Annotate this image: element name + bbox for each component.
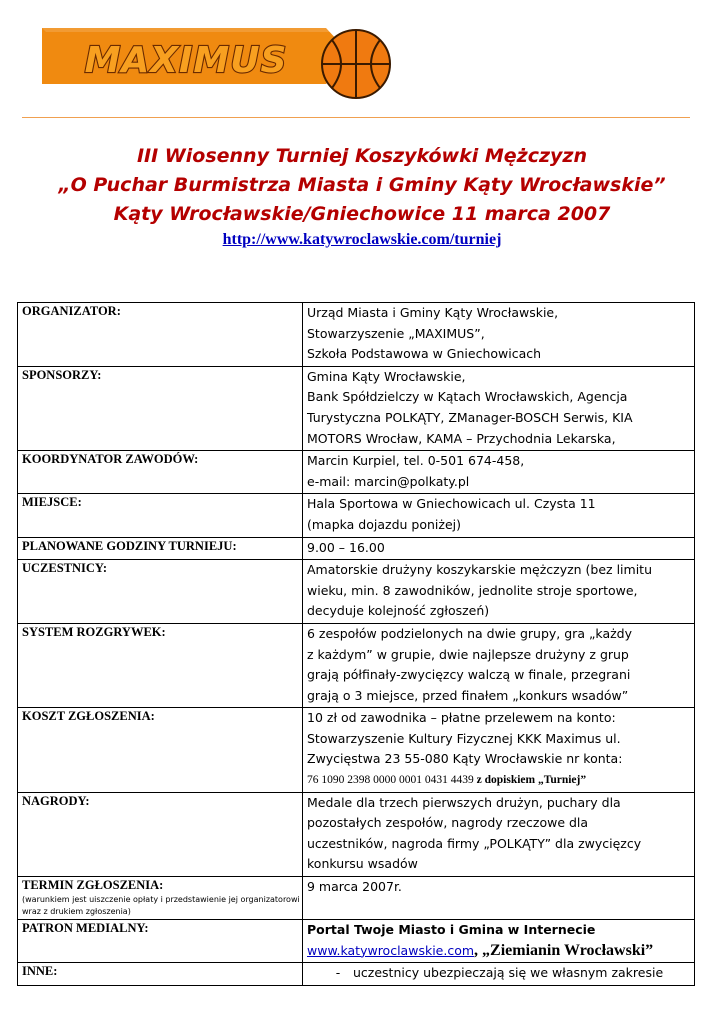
row-label: NAGRODY: — [18, 792, 303, 876]
title-block — [0, 142, 724, 251]
bullet-dash: - — [335, 965, 341, 981]
value-line: pozostałych zespołów, nagrody rzeczowe dla — [307, 815, 589, 831]
row-label: ORGANIZATOR: — [18, 303, 303, 367]
value-line: Stowarzyszenie Kultury Fizycznej KKK Maximus ul. — [307, 730, 621, 746]
row-value — [303, 537, 695, 560]
table-row — [18, 877, 695, 920]
value-line: Urząd Miasta i Gminy Kąty Wrocławskie, — [307, 305, 559, 320]
value-line: Amatorskie drużyny koszykarskie mężczyzn (bez limitu — [307, 562, 653, 578]
value-line: uczestnicy ubezpieczają się we własnym zakresie — [353, 965, 664, 981]
row-label: KOSZT ZGŁOSZENIA: — [18, 708, 303, 792]
row-label: INNE: — [18, 963, 303, 986]
table-row — [18, 792, 695, 876]
media-patron-rest: , „Ziemianin Wrocławski” — [474, 941, 654, 959]
value-line: Stowarzyszenie „MAXIMUS”, — [307, 325, 485, 341]
bank-account-note: z dopiskiem „Turniej” — [476, 774, 587, 787]
table-row — [18, 537, 695, 560]
row-value — [303, 877, 695, 920]
value-line: grają półfinały-zwycięzcy walczą w finale, przegrani — [307, 667, 631, 683]
table-row — [18, 303, 695, 367]
row-value — [303, 560, 695, 624]
row-label: SYSTEM ROZGRYWEK: — [18, 623, 303, 707]
table-row — [18, 708, 695, 792]
table-row — [18, 963, 695, 986]
header-divider — [22, 117, 690, 118]
table-row — [18, 623, 695, 707]
row-label: KOORDYNATOR ZAWODÓW: — [18, 451, 303, 494]
value-line: decyduje kolejność zgłoszeń) — [307, 603, 490, 619]
value-line: uczestników, nagroda firmy „POLKĄTY” dla zwycięzcy — [307, 835, 642, 851]
logo-text: MAXIMUS — [84, 40, 288, 81]
value-line: Szkoła Podstawowa w Gniechowicach — [307, 346, 542, 362]
maximus-logo — [40, 22, 392, 106]
value-line: Turystyczna POLKĄTY, ZManager-BOSCH Serwis, KIA — [307, 409, 633, 425]
value-line: wieku, min. 8 zawodników, jednolite stroje sportowe, — [307, 582, 638, 598]
row-value — [303, 494, 695, 537]
table-row — [18, 451, 695, 494]
title-line-2: „O Puchar Burmistrza Miasta i Gminy Kąty Wrocławskie” — [58, 174, 666, 196]
value-line: z każdym” w grupie, dwie najlepsze drużyny z grup — [307, 646, 629, 662]
row-label: TERMIN ZGŁOSZENIA: — [22, 878, 164, 893]
tournament-info-table — [17, 302, 695, 986]
value-line: 9.00 – 16.00 — [307, 539, 385, 555]
row-label: MIEJSCE: — [18, 494, 303, 537]
media-patron-name: Portal Twoje Miasto i Gmina w Internecie — [307, 922, 596, 938]
bank-account-line — [307, 770, 694, 791]
tournament-url-link[interactable]: http://www.katywroclawskie.com/turniej — [222, 231, 502, 248]
row-label: SPONSORZY: — [18, 366, 303, 450]
row-value — [303, 303, 695, 367]
table-row — [18, 920, 695, 963]
media-patron-link[interactable]: www.katywroclawskie.com — [307, 942, 475, 958]
value-line: 10 zł od zawodnika – płatne przelewem na konto: — [307, 710, 616, 726]
row-value — [303, 366, 695, 450]
row-value — [303, 451, 695, 494]
value-line: e-mail: marcin@polkaty.pl — [307, 473, 470, 489]
row-value — [303, 920, 695, 963]
value-line: MOTORS Wrocław, KAMA – Przychodnia Lekarska, — [307, 430, 616, 446]
value-line: Hala Sportowa w Gniechowicach ul. Czysta 11 — [307, 496, 596, 512]
table-row — [18, 560, 695, 624]
row-value — [303, 792, 695, 876]
value-line: Gmina Kąty Wrocławskie, — [307, 368, 466, 384]
title-line-3: Kąty Wrocławskie/Gniechowice 11 marca 2007 — [113, 203, 611, 225]
row-value — [303, 963, 695, 986]
value-line: konkursu wsadów — [307, 856, 418, 872]
value-line: (mapka dojazdu poniżej) — [307, 516, 461, 532]
table-row — [18, 494, 695, 537]
value-line: Marcin Kurpiel, tel. 0-501 674-458, — [307, 453, 525, 469]
deadline-note: (warunkiem jest uiszczenie opłaty i przedstawienie jej organizatorowi wraz z drukiem zgłoszenia) — [22, 895, 300, 917]
value-line: 9 marca 2007r. — [307, 879, 402, 895]
basketball-icon — [322, 30, 390, 98]
row-value — [303, 623, 695, 707]
row-label: PATRON MEDIALNY: — [18, 920, 303, 963]
row-label: PLANOWANE GODZINY TURNIEJU: — [18, 537, 303, 560]
value-line: Bank Spółdzielczy w Kątach Wrocławskich, Agencja — [307, 389, 628, 405]
row-value — [303, 708, 695, 792]
value-line: Zwycięstwa 23 55-080 Kąty Wrocławskie nr konta: — [307, 751, 623, 767]
bank-account-number: 76 1090 2398 0000 0001 0431 4439 — [307, 774, 474, 787]
row-label-with-note — [18, 877, 303, 920]
value-line: Medale dla trzech pierwszych drużyn, puchary dla — [307, 794, 621, 810]
row-label: UCZESTNICY: — [18, 560, 303, 624]
title-line-1: III Wiosenny Turniej Koszykówki Mężczyzn — [136, 145, 588, 167]
value-line: 6 zespołów podzielonych na dwie grupy, gra „każdy — [307, 625, 632, 641]
value-line: grają o 3 miejsce, przed finałem „konkurs wsadów” — [307, 687, 629, 703]
table-row — [18, 366, 695, 450]
